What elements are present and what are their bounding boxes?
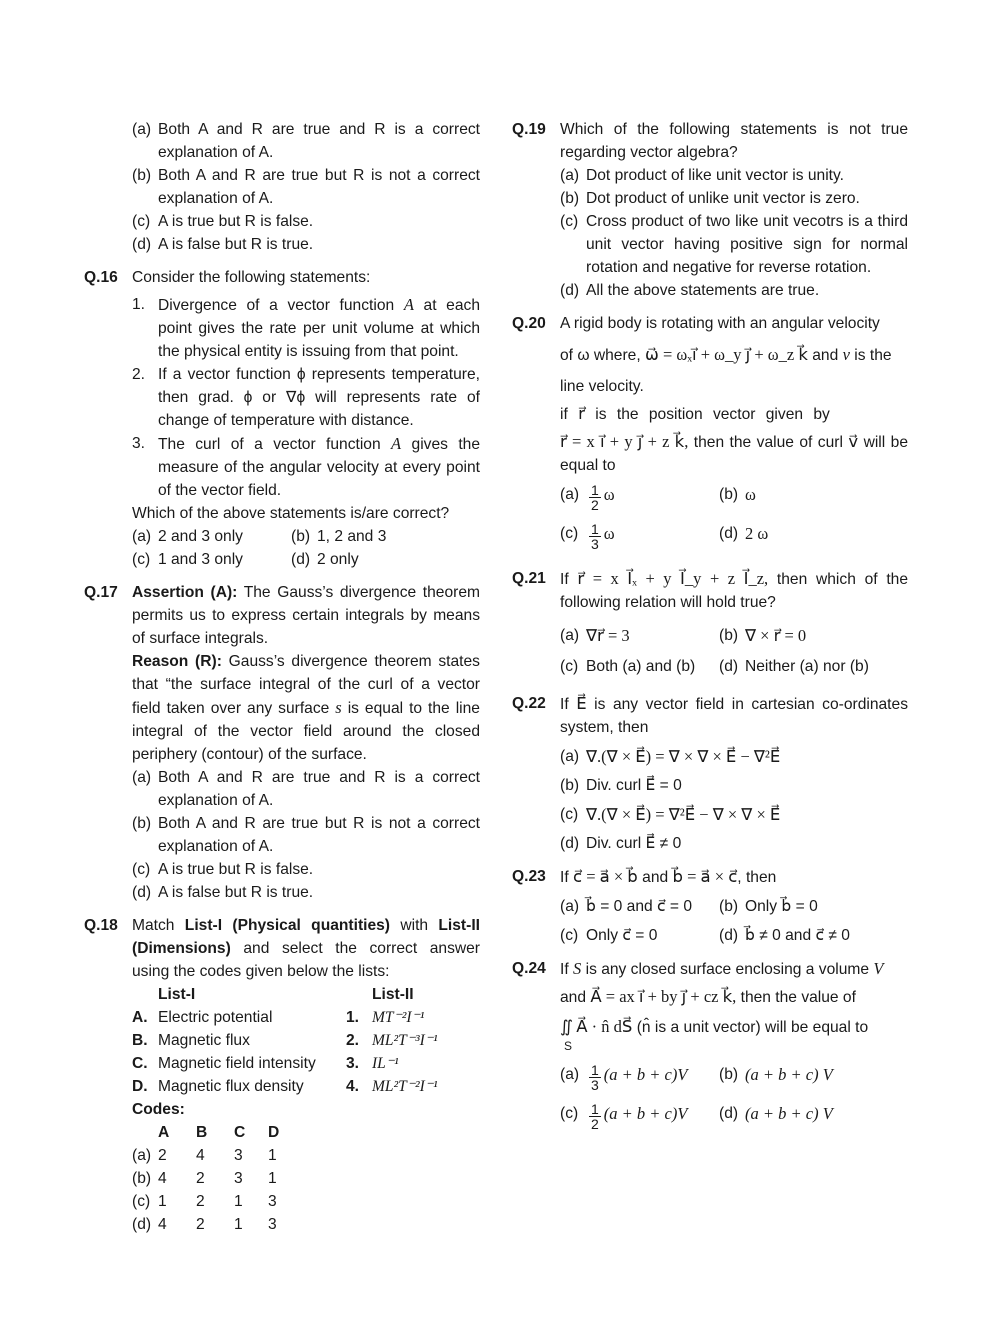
- q22-option-a: (a) ∇.(∇ × E⃗) = ∇ × ∇ × E⃗ − ∇²E⃗: [560, 747, 781, 766]
- q24-text-2: and A⃗ = ax i⃗ + by j⃗ + cz k⃗, then the value of: [560, 987, 856, 1006]
- q20-line-2: of ω where, ω⃗ = ωₓi⃗ + ω_y j⃗ + ω_z k⃗ and v is the: [560, 345, 892, 364]
- q19-option-b: (b) Dot product of unlike unit vector is zero.: [560, 190, 860, 207]
- q18-code-row: (c) 1 2 1 3: [132, 1193, 277, 1210]
- q21-options-row-2: (c) Both (a) and (b) (d) Neither (a) nor (b): [560, 658, 869, 675]
- q18-codes-label: Codes:: [132, 1101, 185, 1118]
- q19-option-a: (a) Dot product of like unit vector is unity.: [560, 167, 844, 184]
- q19-text: Which of the following statements is not true regarding vector algebra?: [560, 121, 908, 161]
- q19-option-d: (d) All the above statements are true.: [560, 282, 820, 299]
- q20-line-4: if r⃗ is the position vector given by: [560, 404, 830, 423]
- q16-statement-1: 1. Divergence of a vector function A at each point gives the rate per unit volume at which the physical entity is issuing from that point.: [132, 295, 480, 360]
- fraction: $\frac{1}{2}$: [591, 1101, 599, 1132]
- q16-options-row-2: (c) 1 and 3 only (d) 2 only: [132, 551, 359, 568]
- q24-options-row-2: (c) $\frac{1}{2}$ (a + b + c)V (d) (a + b + c) V: [560, 1101, 833, 1132]
- question-17: [84, 581, 480, 904]
- q17-option-b: (b) Both A and R are true but R is not a correct explanation of A.: [132, 815, 480, 855]
- q16-statement-2: 2. If a vector function ϕ represents temperature, then grad. ϕ or ∇ϕ will represents rate of change of temperature with distance.: [132, 366, 480, 429]
- q15-continuation: [84, 118, 480, 256]
- q22-option-b: (b) Div. curl E⃗ = 0: [560, 777, 682, 794]
- q16-statement-3: 3. The curl of a vector function A gives the measure of the angular velocity at every point of the vector field.: [132, 434, 480, 499]
- q20-options-row-2: (c) $\frac{1}{3}$ ω (d) 2 ω: [560, 521, 769, 552]
- q24-text-3: ∬ A⃗ · n̂ dS⃗ (n̂ is a unit vector) will be equal to: [560, 1017, 869, 1036]
- q16-options-row-1: (a) 2 and 3 only (b) 1, 2 and 3: [132, 528, 387, 545]
- q15-option-a: (a) Both A and R are true and R is a correct explanation of A.: [132, 121, 480, 161]
- question-22: [512, 692, 908, 855]
- q15-option-d: (d) A is false but R is true.: [132, 236, 314, 253]
- q18-list-row: A. Electric potential 1. MT⁻²I⁻¹: [132, 1009, 425, 1026]
- q17-number: Q.17: [84, 584, 118, 601]
- q24-options-row-1: (a) $\frac{1}{3}$ (a + b + c)V (b) (a + b + c) V: [560, 1062, 833, 1093]
- q22-option-c: (c) ∇.(∇ × E⃗) = ∇²E⃗ − ∇ × ∇ × E⃗: [560, 805, 781, 824]
- fraction: $\frac{1}{2}$: [591, 482, 599, 513]
- q19-number: Q.19: [512, 121, 546, 138]
- q18-instruction: Match List-I (Physical quantities) with List-II (Dimensions) and select the correct answer using the codes given below the lists:: [132, 917, 480, 980]
- fraction: $\frac{1}{3}$: [591, 521, 599, 552]
- q24-number: Q.24: [512, 960, 546, 977]
- q17-assertion: Assertion (A): The Gauss’s divergence theorem permits us to express certain integrals by means of surface integrals.: [132, 584, 480, 647]
- q20-options-row-1: (a) $\frac{1}{2}$ ω (b) ω: [560, 482, 756, 513]
- question-16: [84, 266, 480, 571]
- q18-code-row: (b) 4 2 3 1: [132, 1170, 277, 1187]
- fraction: $\frac{1}{3}$: [591, 1062, 599, 1093]
- q18-code-row: (a) 2 4 3 1: [132, 1147, 277, 1164]
- q18-list-row: C. Magnetic field intensity 3. IL⁻¹: [132, 1055, 399, 1072]
- question-19: [512, 118, 908, 302]
- q20-line-3: line velocity.: [560, 378, 644, 395]
- q21-text: If r⃗ = x I⃗ₓ + y I⃗_y + z I⃗_z, then which of the following relation will hold true?: [560, 569, 908, 611]
- left-column: [84, 118, 480, 1246]
- q21-number: Q.21: [512, 570, 546, 587]
- q15-option-c: (c) A is true but R is false.: [132, 213, 314, 230]
- question-20: [512, 312, 908, 551]
- q18-list-heads: List-I List-II: [158, 986, 414, 1003]
- q18-code-row: (d) 4 2 1 3: [132, 1216, 277, 1233]
- q19-option-c: (c) Cross product of two like unit vecotrs is a third unit vector having positive sign for normal rotation and negative for reverse rotation.: [560, 213, 908, 276]
- q23-text: If c⃗ = a⃗ × b⃗ and b⃗ = a⃗ × c⃗, then: [560, 867, 777, 886]
- q18-number: Q.18: [84, 917, 118, 934]
- q18-codes-head: A B C D: [158, 1124, 280, 1141]
- question-18: [84, 914, 480, 1236]
- q17-reason: Reason (R): Gauss’s divergence theorem states that “the surface integral of the curl of a vector field taken over any surface s is equal to the line integral of the vector field around the closed periphery (contour) of the surface.: [132, 653, 480, 763]
- q21-options-row-1: (a) ∇r⃗ = 3 (b) ∇ × r⃗ = 0: [560, 626, 807, 645]
- question-24: [512, 957, 908, 1131]
- q23-number: Q.23: [512, 868, 546, 885]
- q22-text: If E⃗ is any vector field in cartesian co-ordinates system, then: [560, 694, 908, 736]
- question-21: [512, 567, 908, 678]
- q18-list-row: B. Magnetic flux 2. ML²T⁻³I⁻¹: [132, 1032, 438, 1049]
- q20-number: Q.20: [512, 315, 546, 332]
- q20-line-1: A rigid body is rotating with an angular velocity: [560, 315, 880, 332]
- q15-option-b: (b) Both A and R are true but R is not a correct explanation of A.: [132, 167, 480, 207]
- q23-options-row-1: (a) b⃗ = 0 and c⃗ = 0 (b) Only b⃗ = 0: [560, 898, 818, 915]
- q17-option-c: (c) A is true but R is false.: [132, 861, 314, 878]
- q16-number: Q.16: [84, 269, 118, 286]
- right-column: [512, 118, 908, 1141]
- question-23: [512, 865, 908, 947]
- q22-number: Q.22: [512, 695, 546, 712]
- q16-ask: Which of the above statements is/are correct?: [132, 505, 450, 522]
- q17-option-a: (a) Both A and R are true and R is a correct explanation of A.: [132, 769, 480, 809]
- q23-options-row-2: (c) Only c⃗ = 0 (d) b⃗ ≠ 0 and c⃗ ≠ 0: [560, 927, 850, 944]
- q20-line-5: r⃗ = x i⃗ + y j⃗ + z k⃗, then the value of curl v⃗ will be equal to: [560, 432, 908, 474]
- q16-intro: Consider the following statements:: [132, 269, 371, 286]
- q17-option-d: (d) A is false but R is true.: [132, 884, 314, 901]
- q24-text-1: If S is any closed surface enclosing a volume V: [560, 959, 884, 978]
- q24-subscript: S: [564, 1039, 573, 1053]
- q22-option-d: (d) Div. curl E⃗ ≠ 0: [560, 835, 682, 852]
- q18-list-row: D. Magnetic flux density 4. ML²T⁻²I⁻¹: [132, 1078, 438, 1095]
